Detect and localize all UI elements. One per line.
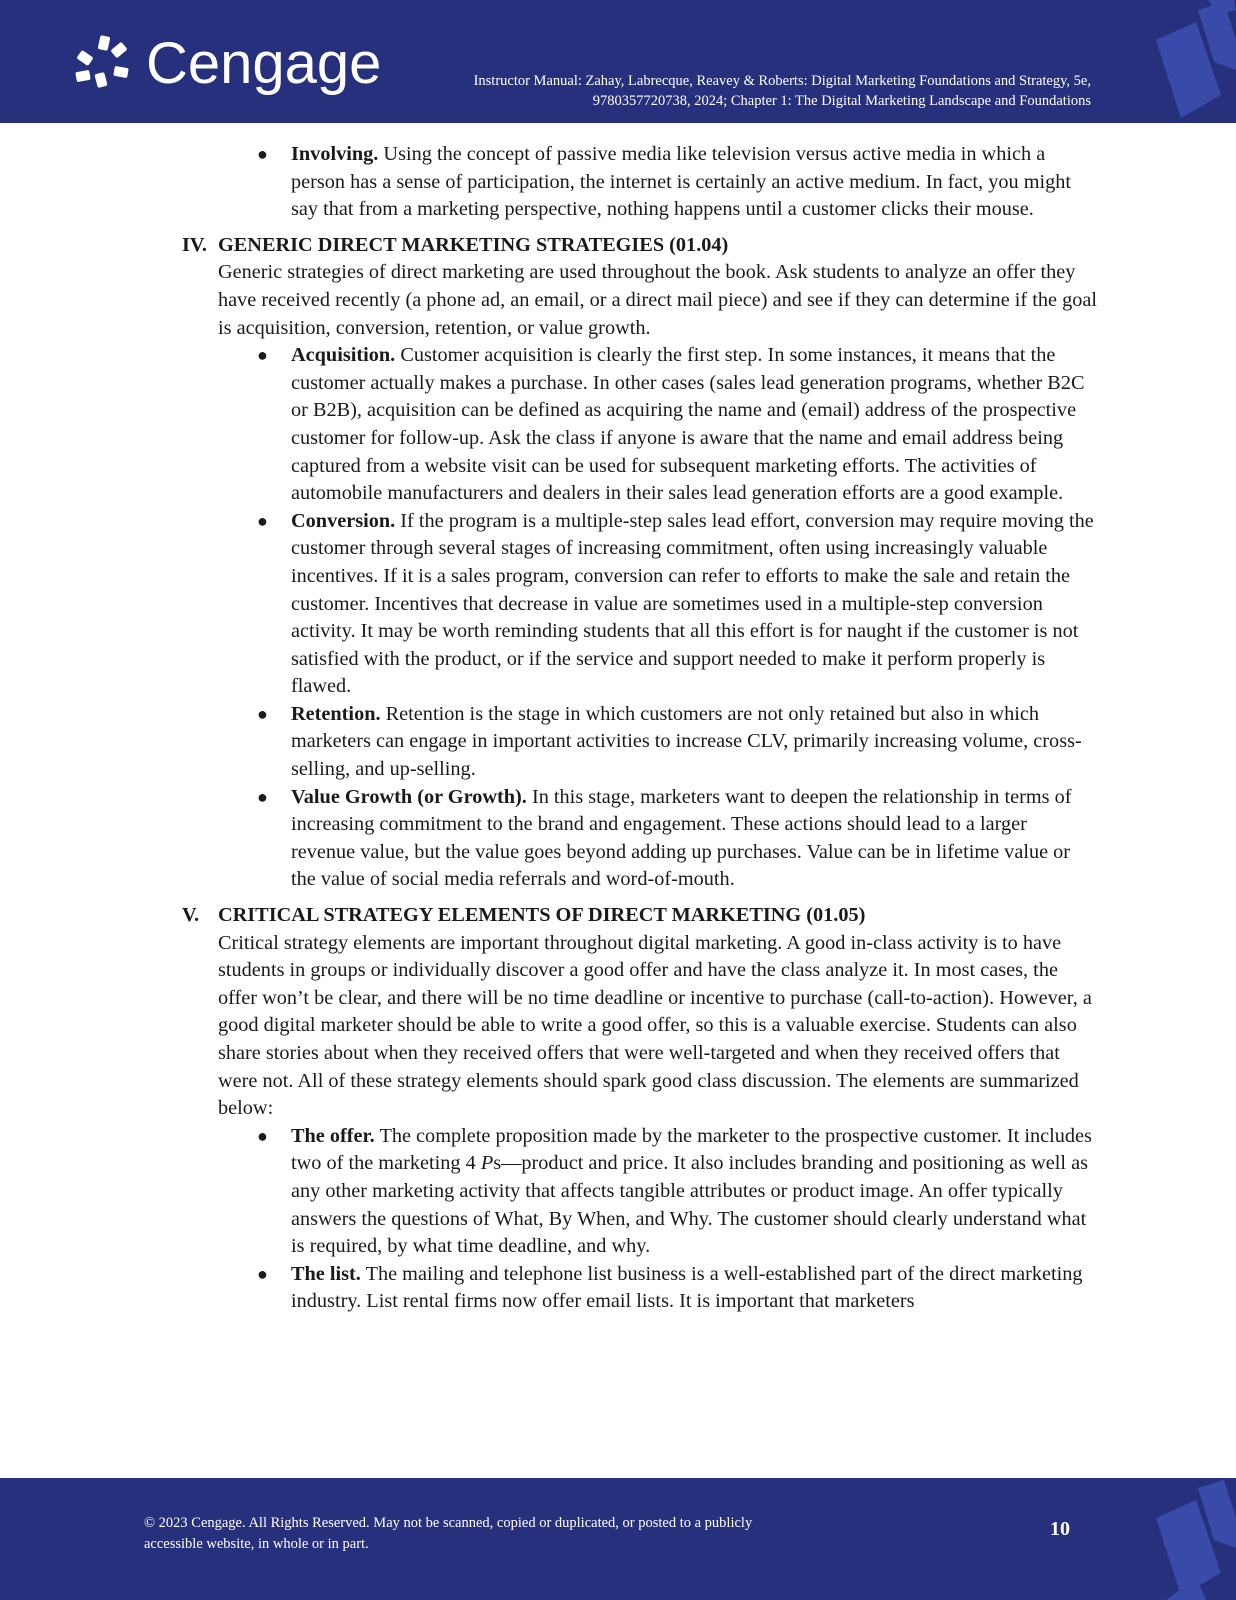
- section-paragraph: Generic strategies of direct marketing are used throughout the book. Ask students to analyze an offer they have received recently (a phone ad, an email, or a direct mail piece) and see if they can determine if the goal is acquisition, conversion, retention, or value growth.: [218, 261, 1097, 339]
- cengage-logo-wordmark: Cengage: [146, 31, 382, 96]
- copyright-notice: [144, 1513, 864, 1555]
- list-item: [257, 1261, 1096, 1316]
- list-item: [257, 1123, 1096, 1261]
- section-heading-v: [182, 902, 1236, 930]
- header-citation-line-1: Instructor Manual: Zahay, Labrecque, Reavey & Roberts: Digital Marketing Foundations and Strategy, 5e,: [473, 73, 1091, 89]
- list-item: [257, 784, 1096, 894]
- list-item-term: Conversion.: [291, 509, 396, 532]
- page-number: 10: [1050, 1518, 1070, 1540]
- header-citation: [331, 71, 1091, 111]
- elements-list: [0, 1123, 1236, 1316]
- bullet-icon: ●: [257, 1125, 268, 1146]
- bullet-icon: ●: [257, 703, 268, 724]
- involving-list: [0, 141, 1236, 224]
- section-numeral: V.: [182, 904, 200, 927]
- decorative-blocks-icon: [1126, 0, 1236, 123]
- bullet-icon: ●: [257, 144, 268, 164]
- list-item-term: The list.: [291, 1262, 361, 1285]
- list-item-term: Acquisition.: [291, 344, 396, 367]
- copyright-line-2: accessible website, in whole or in part.: [144, 1536, 369, 1552]
- list-item: [257, 342, 1096, 508]
- page-header: [0, 0, 1236, 123]
- list-item-text: Using the concept of passive media like television versus active media in which a person has a sense of participation, the internet is certainly an active medium. In fact, you might say that from a marketing perspective, nothing happens until a customer clicks their mouse.: [291, 143, 1072, 221]
- section-title: GENERIC DIRECT MARKETING STRATEGIES (01.04): [218, 233, 729, 256]
- bullet-icon: ●: [257, 786, 268, 807]
- list-item-text: The complete proposition made by the marketer to the prospective customer. It includes two of the marketing 4: [291, 1124, 1092, 1175]
- document-body: [0, 141, 1236, 1316]
- list-item-term: Retention.: [291, 702, 381, 725]
- bullet-icon: ●: [257, 1263, 268, 1284]
- list-item-term: Involving.: [291, 143, 379, 165]
- section-paragraph: Critical strategy elements are important throughout digital marketing. A good in-class activity is to have students in groups or individually discover a good offer and have the class analyze it. In most cases, the offer won’t be clear, and there will be no time deadline or incentive to purchase (call-to-action). However, a good digital marketer should be able to write a good offer, so this is a valuable exercise. Students can also share stories about when they received offers that were well-targeted and when they received offers that were not. All of these strategy elements should spark good class discussion. The elements are summarized below:: [218, 931, 1092, 1120]
- bullet-icon: ●: [257, 345, 268, 366]
- list-item: [257, 141, 1096, 224]
- page-footer: [0, 1478, 1236, 1600]
- list-item-text: Retention is the stage in which customers are not only retained but also in which marketers can engage in important activities to increase CLV, primarily increasing volume, cross-selling, and up-selling.: [291, 702, 1082, 781]
- header-citation-line-2: 9780357720738, 2024; Chapter 1: The Digital Marketing Landscape and Foundations: [592, 93, 1091, 109]
- list-item-text: Customer acquisition is clearly the first step. In some instances, it means that the customer actually makes a purchase. In other cases (sales lead generation programs, whether B2C or B2B), acquisition can be defined as acquiring the name and (email) address of the prospective customer for follow-up. Ask the class if anyone is aware that the name and email address being captured from a website visit can be used for subsequent marketing efforts. The activities of automobile manufacturers and dealers in their sales lead generation efforts are a good example.: [291, 344, 1085, 505]
- list-item-term: The offer.: [291, 1124, 375, 1147]
- list-item-text: s—product and price. It also includes branding and positioning as well as any other marketing activity that affects tangible attributes or product image. An offer typically answers the questions of What, By When, and Why. The customer should clearly understand what is required, by what time deadline, and why.: [291, 1152, 1088, 1258]
- strategy-list: [0, 342, 1236, 894]
- bullet-icon: ●: [257, 510, 268, 531]
- list-item-text: If the program is a multiple-step sales lead effort, conversion may require moving the customer through several stages of increasing commitment, often using increasingly valuable incentives. If it is a sales program, conversion can refer to efforts to make the sale and retain the customer. Incentives that decrease in value are sometimes used in a multiple-step conversion activity. It may be worth reminding students that all this effort is for naught if the customer is not satisfied with the product, or if the service and support needed to make it perform properly is flawed.: [291, 509, 1094, 698]
- cengage-logo-mark-icon: [74, 33, 136, 95]
- decorative-blocks-icon: [1126, 1478, 1236, 1600]
- list-item: [257, 701, 1096, 784]
- section-title: CRITICAL STRATEGY ELEMENTS OF DIRECT MARKETING (01.05): [218, 904, 866, 927]
- list-item-italic: P: [480, 1152, 494, 1175]
- copyright-line-1: © 2023 Cengage. All Rights Reserved. May not be scanned, copied or duplicated, or posted to a publicly: [144, 1515, 753, 1531]
- list-item: [257, 508, 1096, 701]
- section-numeral: IV.: [182, 233, 207, 256]
- section-heading-iv: [182, 232, 1236, 260]
- list-item-text: In this stage, marketers want to deepen the relationship in terms of increasing commitment to the brand and engagement. These actions should lead to a larger revenue value, but the value goes beyond adding up purchases. Value can be in lifetime value or the value of social media referrals and word-of-mouth.: [291, 785, 1072, 891]
- list-item-term: Value Growth (or Growth).: [291, 785, 527, 808]
- list-item-text: The mailing and telephone list business is a well-established part of the direct marketing industry. List rental firms now offer email lists. It is important that marketers: [291, 1262, 1083, 1313]
